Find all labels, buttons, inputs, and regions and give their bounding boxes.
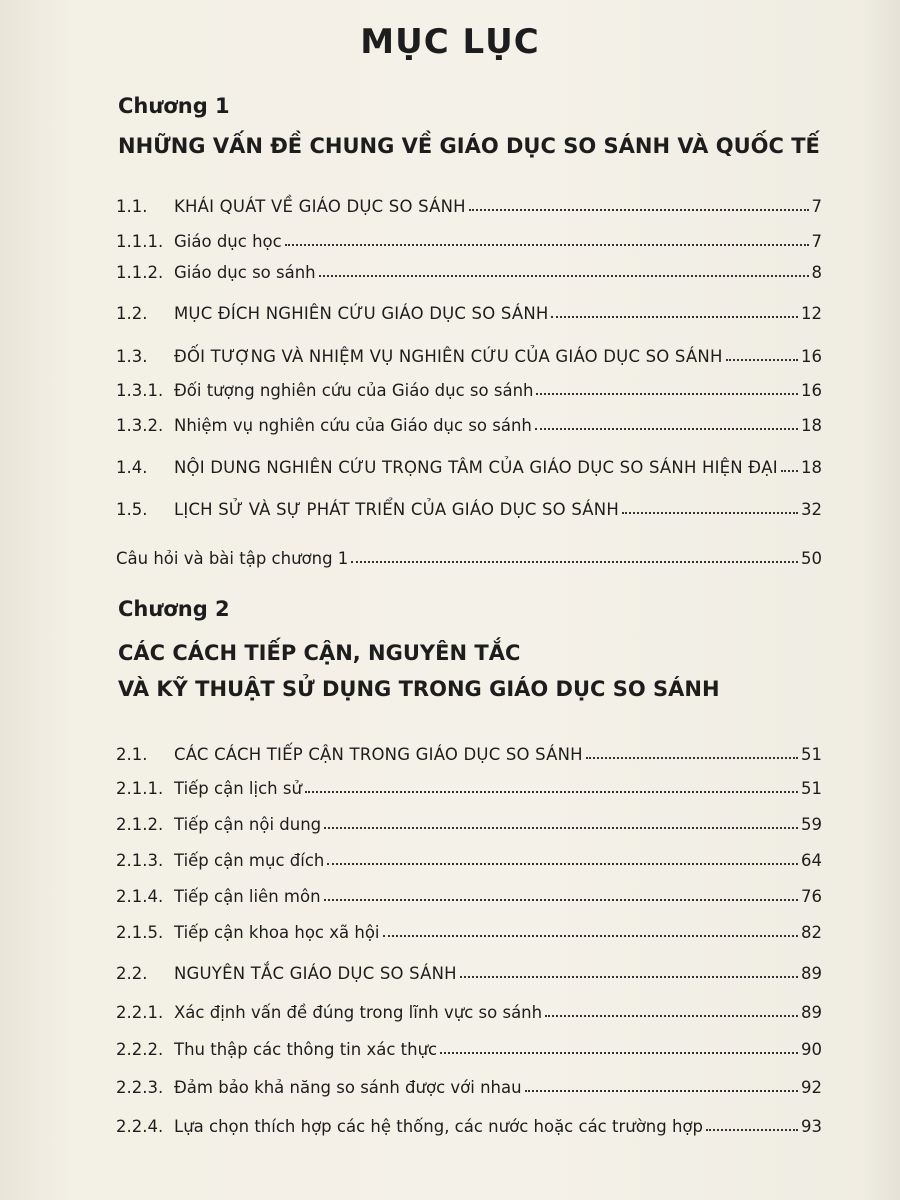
entry-title: Nhiệm vụ nghiên cứu của Giáo dục so sánh	[174, 416, 532, 435]
entry-title: Tiếp cận khoa học xã hội	[174, 923, 380, 942]
toc-entry[interactable]	[116, 451, 822, 477]
toc-entry[interactable]	[116, 409, 822, 435]
entry-page: 16	[801, 381, 822, 400]
entry-number: 2.2.4.	[116, 1117, 164, 1136]
toc-entry[interactable]	[116, 880, 822, 906]
entry-title: NỘI DUNG NGHIÊN CỨU TRỌNG TÂM CỦA GIÁO DỤC SO SÁNH HIỆN ĐẠI	[174, 458, 778, 477]
entry-number: 1.3.	[116, 347, 148, 366]
dot-leader	[285, 244, 809, 246]
entry-page: 64	[801, 851, 822, 870]
dot-leader	[525, 1090, 798, 1092]
entry-page: 51	[801, 779, 822, 798]
chapter-2-heading-line-1: CÁC CÁCH TIẾP CẬN, NGUYÊN TẮC	[118, 641, 521, 665]
chapter-2-heading-line-2: VÀ KỸ THUẬT SỬ DỤNG TRONG GIÁO DỤC SO SÁNH	[118, 677, 720, 701]
entry-page: 16	[801, 347, 822, 366]
entry-number: 2.1.4.	[116, 887, 164, 906]
toc-entry[interactable]	[116, 256, 822, 282]
entry-title: Thu thập các thông tin xác thực	[174, 1040, 438, 1059]
entry-title: Tiếp cận nội dung	[174, 815, 322, 834]
entry-number: 2.1.2.	[116, 815, 164, 834]
toc-entry[interactable]	[116, 1033, 822, 1059]
entry-title: Tiếp cận mục đích	[174, 851, 325, 870]
entry-title: Giáo dục so sánh	[174, 263, 316, 282]
toc-entry[interactable]	[116, 808, 822, 834]
entry-number: 1.5.	[116, 500, 148, 519]
toc-entry[interactable]	[116, 916, 822, 942]
entry-page: 76	[801, 887, 822, 906]
page-edge-shadow	[860, 0, 900, 1200]
entry-title: Đảm bảo khả năng so sánh được với nhau	[174, 1078, 522, 1097]
toc-entry[interactable]	[116, 190, 822, 216]
toc-entry[interactable]	[116, 542, 822, 568]
dot-leader	[440, 1052, 798, 1054]
entry-page: 93	[801, 1117, 822, 1136]
entry-title: CÁC CÁCH TIẾP CẬN TRONG GIÁO DỤC SO SÁNH	[174, 745, 583, 764]
entry-number: 2.1.	[116, 745, 148, 764]
entry-title: KHÁI QUÁT VỀ GIÁO DỤC SO SÁNH	[174, 197, 466, 216]
dot-leader	[324, 827, 798, 829]
entry-title: Giáo dục học	[174, 232, 282, 251]
dot-leader	[383, 935, 798, 937]
page-title: MỤC LỤC	[360, 22, 540, 62]
entry-number: 2.2.	[116, 964, 148, 983]
toc-entry[interactable]	[116, 772, 822, 798]
entry-number: 2.1.3.	[116, 851, 164, 870]
entry-page: 8	[811, 263, 822, 282]
entry-page: 90	[801, 1040, 822, 1059]
entry-number: 1.1.	[116, 197, 148, 216]
entry-title: Lựa chọn thích hợp các hệ thống, các nước hoặc các trường hợp	[174, 1117, 703, 1136]
dot-leader	[460, 976, 798, 978]
toc-entry[interactable]	[116, 957, 822, 983]
dot-leader	[536, 393, 798, 395]
toc-entry[interactable]	[116, 493, 822, 519]
entry-title: Xác định vấn đề đúng trong lĩnh vực so sánh	[174, 1003, 543, 1022]
chapter-2-label: Chương 2	[118, 597, 230, 621]
entry-number: 1.2.	[116, 304, 148, 323]
entry-number: 1.1.2.	[116, 263, 164, 282]
dot-leader	[586, 757, 798, 759]
chapter-1-label: Chương 1	[118, 94, 230, 118]
entry-page: 82	[801, 923, 822, 942]
entry-number: 2.2.2.	[116, 1040, 164, 1059]
dot-leader	[781, 470, 798, 472]
dot-leader	[469, 209, 809, 211]
toc-entry[interactable]	[116, 844, 822, 870]
entry-page: 89	[801, 964, 822, 983]
dot-leader	[706, 1129, 798, 1131]
entry-title: Đối tượng nghiên cứu của Giáo dục so sánh	[174, 381, 534, 400]
entry-page: 50	[801, 549, 822, 568]
entry-number: 1.1.1.	[116, 232, 164, 251]
entry-number: 1.3.1.	[116, 381, 164, 400]
entry-page: 59	[801, 815, 822, 834]
dot-leader	[327, 863, 798, 865]
toc-entry[interactable]	[116, 340, 822, 366]
dot-leader	[324, 899, 798, 901]
dot-leader	[726, 359, 798, 361]
entry-page: 18	[801, 416, 822, 435]
dot-leader	[319, 275, 809, 277]
entry-title: ĐỐI TƯỢNG VÀ NHIỆM VỤ NGHIÊN CỨU CỦA GIÁO DỤC SO SÁNH	[174, 347, 723, 366]
toc-entry[interactable]	[116, 225, 822, 251]
entry-page: 92	[801, 1078, 822, 1097]
entry-title: Tiếp cận lịch sử	[174, 779, 302, 798]
entry-number: 1.3.2.	[116, 416, 164, 435]
entry-page: 7	[811, 232, 822, 251]
dot-leader	[545, 1015, 798, 1017]
entry-number: 1.4.	[116, 458, 148, 477]
entry-title: MỤC ĐÍCH NGHIÊN CỨU GIÁO DỤC SO SÁNH	[174, 304, 549, 323]
entry-title: LỊCH SỬ VÀ SỰ PHÁT TRIỂN CỦA GIÁO DỤC SO SÁNH	[174, 500, 619, 519]
entry-page: 51	[801, 745, 822, 764]
toc-entry[interactable]	[116, 738, 822, 764]
chapter-1-heading: NHỮNG VẤN ĐỀ CHUNG VỀ GIÁO DỤC SO SÁNH VÀ QUỐC TẾ	[118, 134, 820, 158]
toc-entry[interactable]	[116, 996, 822, 1022]
entry-page: 32	[801, 500, 822, 519]
dot-leader	[535, 428, 798, 430]
entry-number: 2.2.1.	[116, 1003, 164, 1022]
entry-number: 2.1.5.	[116, 923, 164, 942]
dot-leader	[622, 512, 798, 514]
dot-leader	[551, 316, 798, 318]
entry-page: 18	[801, 458, 822, 477]
entry-page: 89	[801, 1003, 822, 1022]
entry-title: Câu hỏi và bài tập chương 1	[116, 549, 349, 568]
entry-number: 2.1.1.	[116, 779, 164, 798]
toc-entry[interactable]	[116, 1071, 822, 1097]
toc-entry[interactable]	[116, 1110, 822, 1136]
entry-page: 7	[811, 197, 822, 216]
entry-page: 12	[801, 304, 822, 323]
toc-entry[interactable]	[116, 374, 822, 400]
entry-title: Tiếp cận liên môn	[174, 887, 321, 906]
dot-leader	[305, 791, 798, 793]
entry-title: NGUYÊN TẮC GIÁO DỤC SO SÁNH	[174, 964, 457, 983]
dot-leader	[351, 561, 798, 563]
entry-number: 2.2.3.	[116, 1078, 164, 1097]
toc-entry[interactable]	[116, 297, 822, 323]
